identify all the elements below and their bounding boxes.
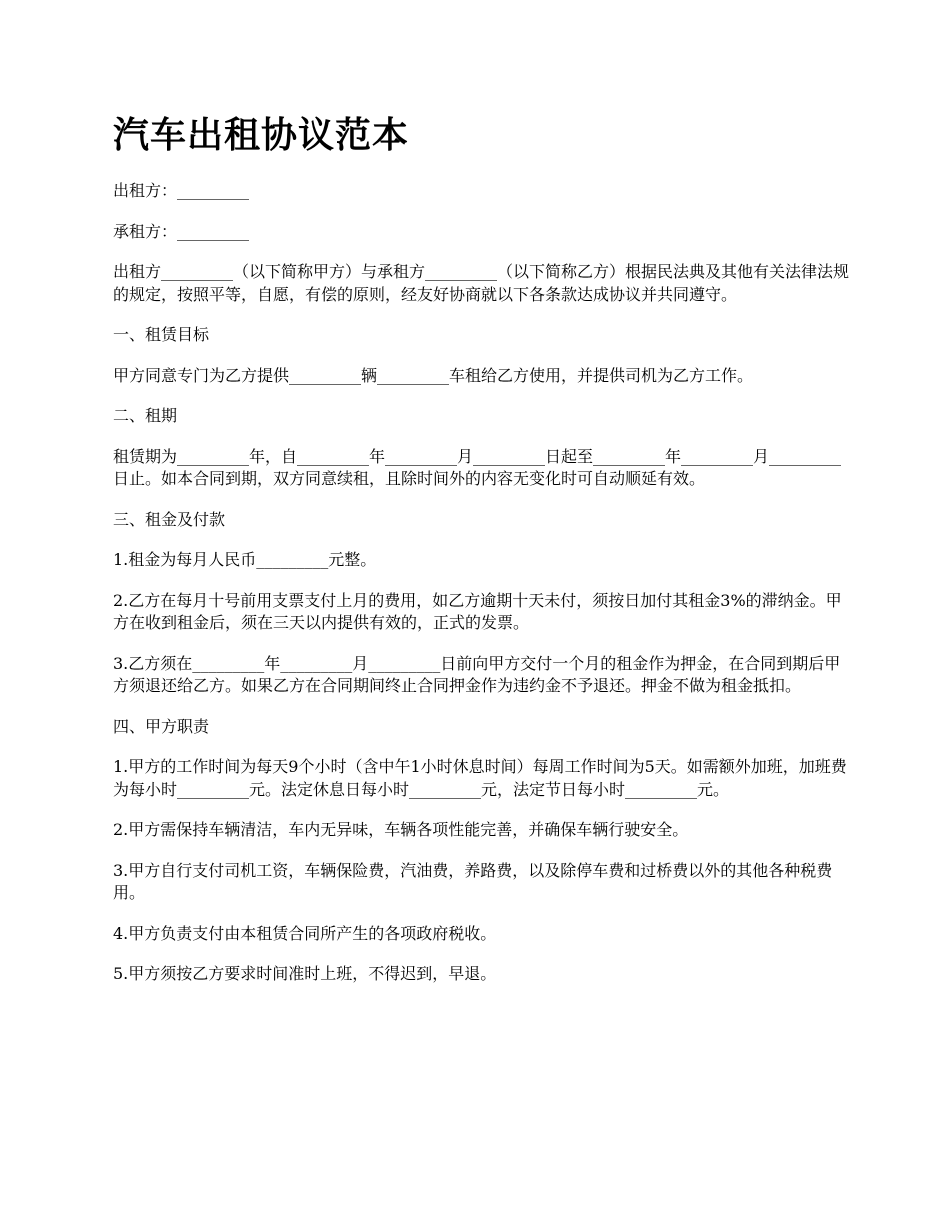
preamble-paragraph: 出租方_________（以下简称甲方）与承租方_________（以下简称乙方）根据民法典及其他有关法律法规的规定，按照平等，自愿，有偿的原则，经友好协商就以下各条款达成协议并共同遵守。	[113, 262, 850, 304]
duty-clause-1: 1.甲方的工作时间为每天9个小时（含中午1小时休息时间）每周工作时间为5天。如需额外加班，加班费为每小时_________元。法定休息日每小时_________元，法定节日每小时_________元。	[113, 757, 847, 799]
section-heading-term: 二、租期	[113, 406, 178, 425]
section-heading-rent-payment: 三、租金及付款	[113, 509, 226, 529]
rent-clause-1: 1.租金为每月人民币_________元整。	[113, 550, 377, 569]
rental-object-paragraph: 甲方同意专门为乙方提供_________辆_________车租给乙方使用，并提供司机为乙方工作。	[113, 365, 754, 385]
document-title: 汽车出租协议范本	[113, 115, 410, 156]
duty-clause-4: 4.甲方负责支付由本租赁合同所产生的各项政府税收。	[113, 923, 497, 943]
section-heading-rental-object: 一、租赁目标	[113, 325, 210, 344]
document-page	[113, 112, 853, 1004]
rent-clause-3: 3.乙方须在_________年_________月_________日前向甲方交付一个月的租金作为押金，在合同到期后甲方须退还给乙方。如果乙方在合同期间终止合同押金作为违约金不予退还。押金不做为租金抵扣。	[113, 653, 841, 695]
lessee-line: 承租方：_________	[113, 221, 250, 241]
duty-clause-2: 2.甲方需保持车辆清洁，车内无异味，车辆各项性能完善，并确保车辆行驶安全。	[113, 820, 689, 839]
section-heading-party-a-duties: 四、甲方职责	[113, 716, 210, 736]
duty-clause-5: 5.甲方须按乙方要求时间准时上班，不得迟到，早退。	[113, 964, 497, 983]
term-paragraph: 租赁期为_________年，自_________年_________月_________日起至_________年_________月_________日止。如本合同到期，双方同意续租，且除时间外的内容无变化时可自动顺延有效。	[113, 446, 842, 488]
rent-clause-2: 2.乙方在每月十号前用支票支付上月的费用，如乙方逾期十天未付，须按日加付其租金3%的滞纳金。甲方在收到租金后，须在三天以内提供有效的，正式的发票。	[113, 590, 842, 632]
lessor-line: 出租方：_________	[113, 181, 250, 200]
duty-clause-3: 3.甲方自行支付司机工资，车辆保险费，汽油费，养路费，以及除停车费和过桥费以外的其他各种税费用。	[113, 860, 833, 902]
